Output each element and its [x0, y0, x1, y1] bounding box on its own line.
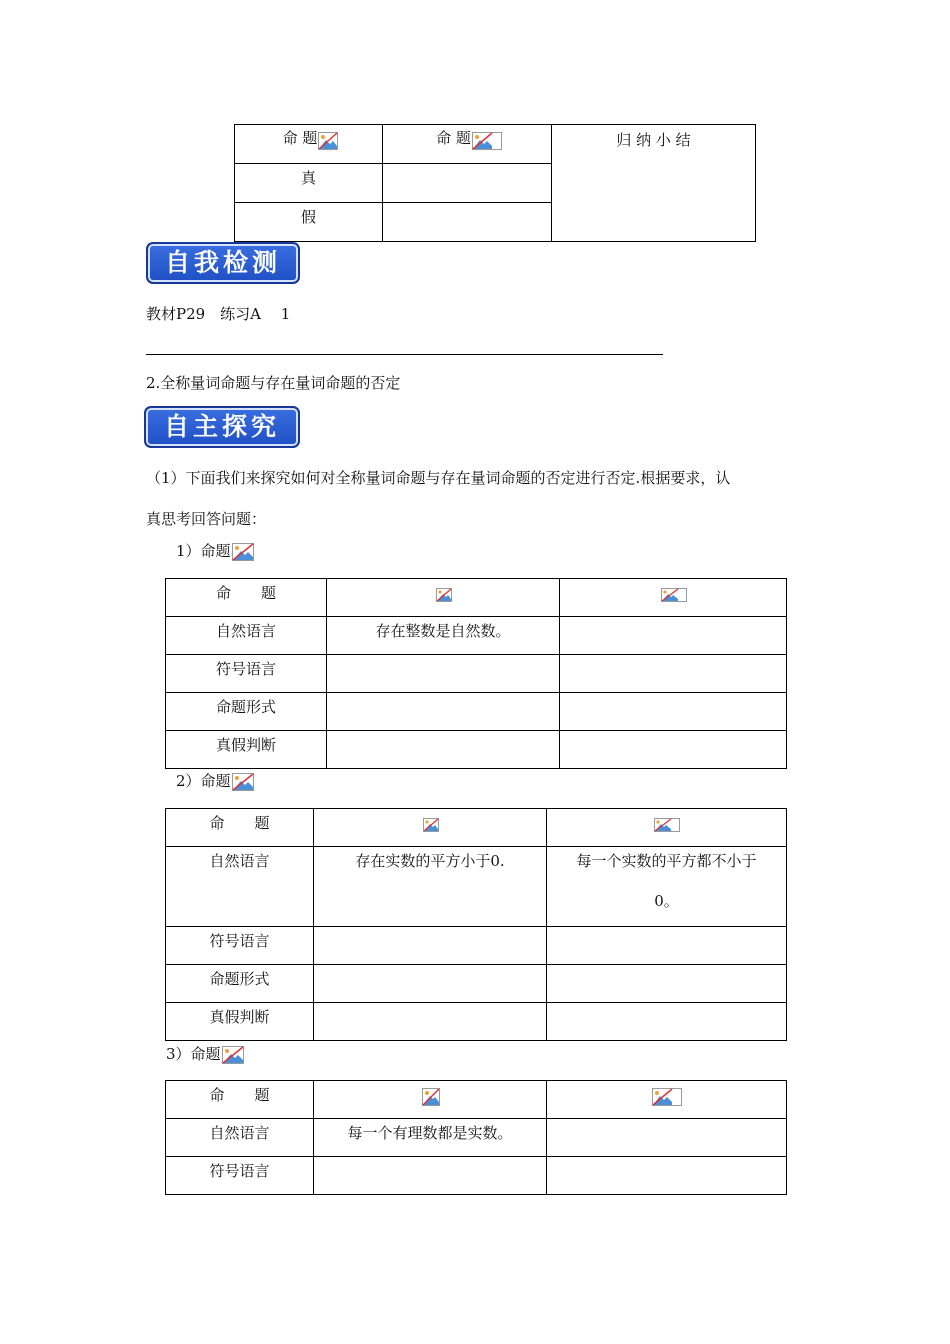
intro-line-1: （1）下面我们来探究如何对全称量词命题与存在量词命题的否定进行否定.根据要求，认 — [146, 469, 731, 487]
part1-truth-col3 — [560, 731, 787, 769]
part2-table — [165, 808, 787, 1041]
part1-table — [165, 578, 787, 769]
broken-image-icon — [652, 1088, 682, 1106]
broken-image-icon — [222, 1046, 244, 1064]
part3-symbol-col2 — [314, 1157, 547, 1195]
broken-image-icon — [661, 588, 687, 602]
part3-label: 3）命题 — [166, 1043, 244, 1064]
intro-line-2: 真思考回答问题： — [146, 510, 267, 528]
part1-natural-col2: 存在整数是自然数。 — [327, 617, 560, 655]
part2-label: 2）命题 — [176, 770, 254, 791]
part2-truth-col2 — [314, 1003, 547, 1041]
part3-col2-header — [314, 1081, 547, 1119]
part1-row-symbol: 符号语言 — [166, 655, 327, 693]
part1-form-col2 — [327, 693, 560, 731]
summary-table — [234, 124, 756, 242]
summary-row-false: 假 — [235, 203, 383, 242]
section-2-title: 2.全称量词命题与存在量词命题的否定 — [146, 374, 401, 392]
broken-image-icon — [318, 132, 334, 146]
self-test-badge: 自我检测 — [146, 242, 300, 284]
part2-header: 命 题 — [166, 809, 314, 847]
broken-image-icon — [232, 543, 254, 561]
part1-symbol-col2 — [327, 655, 560, 693]
part1-label: 1）命题 — [176, 540, 254, 561]
part1-form-col3 — [560, 693, 787, 731]
part1-header: 命 题 — [166, 579, 327, 617]
part1-row-truth: 真假判断 — [166, 731, 327, 769]
part3-table — [165, 1080, 787, 1195]
part2-col3-header — [547, 809, 787, 847]
part3-header: 命 题 — [166, 1081, 314, 1119]
part2-row-truth: 真假判断 — [166, 1003, 314, 1041]
part1-row-form: 命题形式 — [166, 693, 327, 731]
part2-natural-col3-line2: 0。 — [654, 892, 679, 910]
part1-col2-header — [327, 579, 560, 617]
part3-symbol-col3 — [547, 1157, 787, 1195]
part2-form-col2 — [314, 965, 547, 1003]
part2-symbol-col3 — [547, 927, 787, 965]
part2-row-symbol: 符号语言 — [166, 927, 314, 965]
part2-natural-col3-line1: 每一个实数的平方都不小于 — [576, 852, 757, 870]
exercise-reference: 教材P29 练习A 1 — [146, 305, 291, 323]
part3-col3-header — [547, 1081, 787, 1119]
part2-row-natural: 自然语言 — [166, 847, 314, 927]
part1-row-natural: 自然语言 — [166, 617, 327, 655]
part2-natural-col2: 存在实数的平方小于0. — [314, 847, 547, 927]
broken-image-icon — [422, 1088, 440, 1106]
part1-truth-col2 — [327, 731, 560, 769]
part3-natural-col3 — [547, 1119, 787, 1157]
summary-row-true: 真 — [235, 164, 383, 203]
part3-row-natural: 自然语言 — [166, 1119, 314, 1157]
part2-row-form: 命题形式 — [166, 965, 314, 1003]
broken-image-icon — [472, 132, 498, 146]
self-explore-badge: 自主探究 — [144, 406, 300, 448]
broken-image-icon — [232, 773, 254, 791]
answer-line — [146, 354, 663, 355]
part2-form-col3 — [547, 965, 787, 1003]
part2-symbol-col2 — [314, 927, 547, 965]
part3-row-symbol: 符号语言 — [166, 1157, 314, 1195]
broken-image-icon — [423, 818, 439, 832]
part1-symbol-col3 — [560, 655, 787, 693]
broken-image-icon — [436, 588, 452, 602]
broken-image-icon — [654, 818, 680, 832]
part3-natural-col2: 每一个有理数都是实数。 — [314, 1119, 547, 1157]
part2-natural-col3 — [547, 847, 787, 927]
summary-col3-header: 归 纳 小 结 — [552, 125, 756, 242]
part2-truth-col3 — [547, 1003, 787, 1041]
summary-col2-header: 命 题 — [383, 125, 552, 164]
summary-false-cell — [383, 203, 552, 242]
part2-col2-header — [314, 809, 547, 847]
summary-true-cell — [383, 164, 552, 203]
part1-col3-header — [560, 579, 787, 617]
summary-col1-header: 命 题 — [235, 125, 383, 164]
part1-natural-col3 — [560, 617, 787, 655]
